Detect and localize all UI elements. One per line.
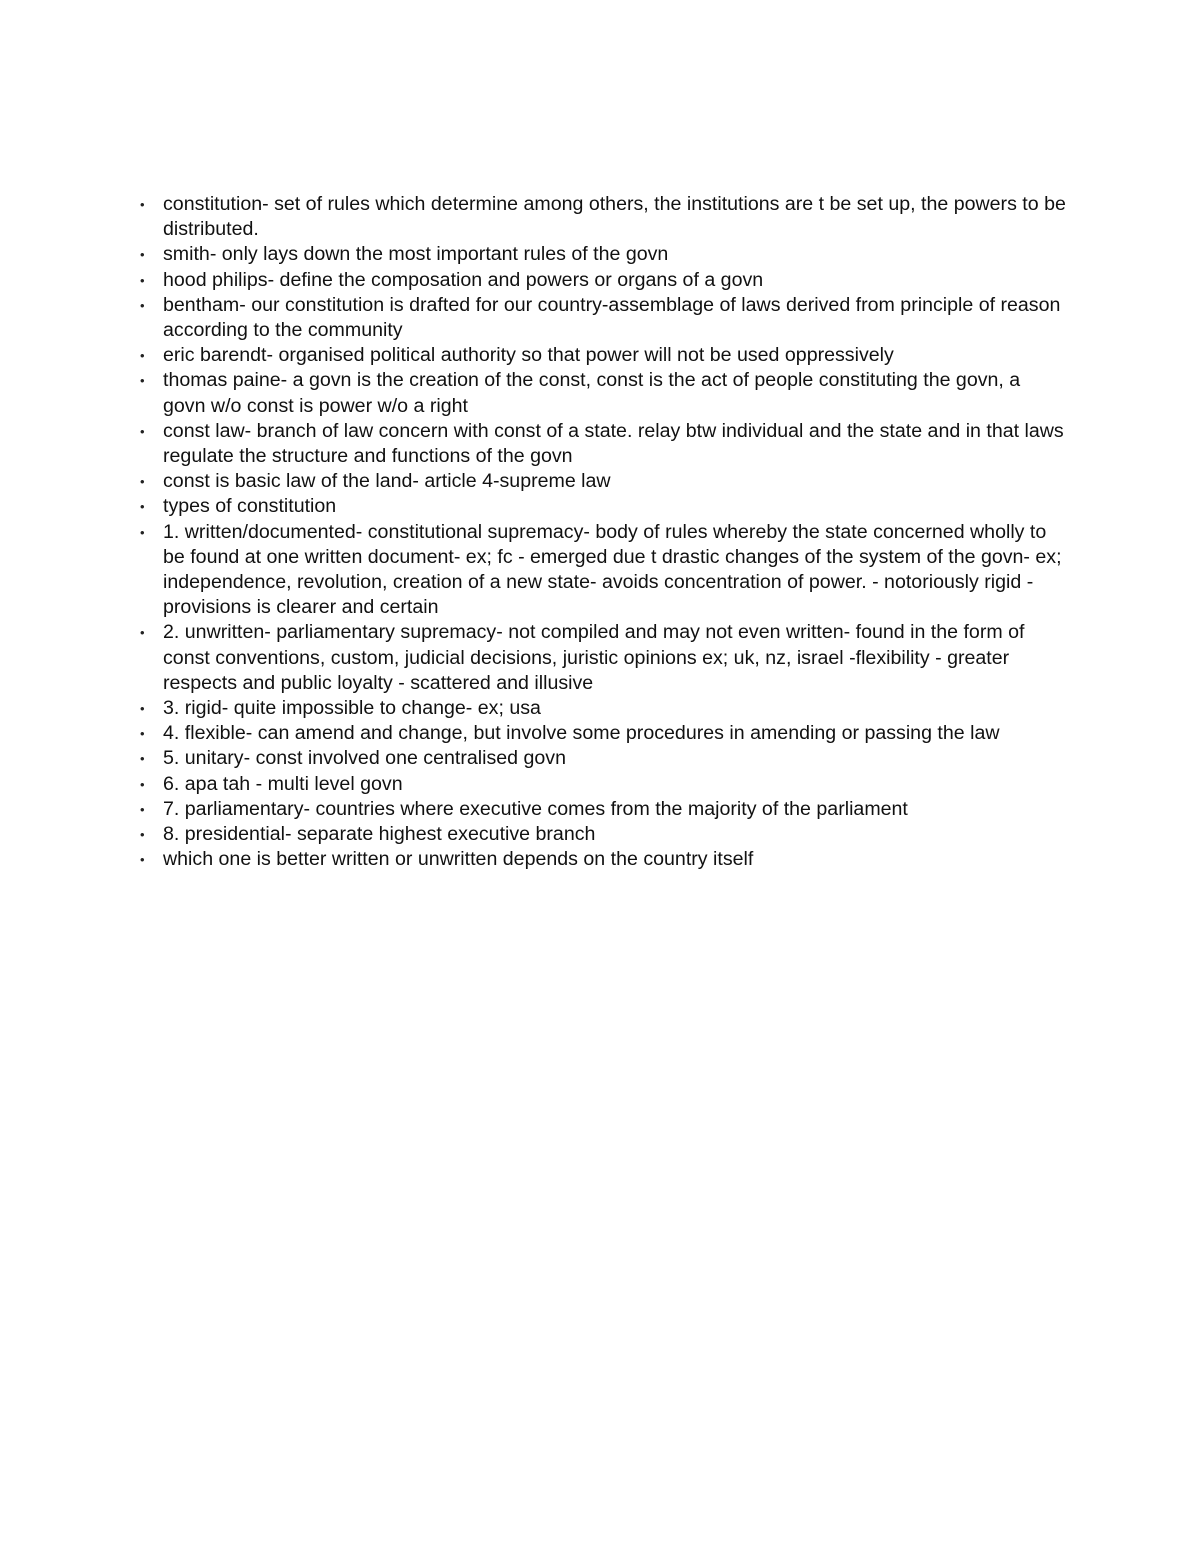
list-item: [137, 494, 1067, 519]
bullet-icon: •: [140, 801, 145, 817]
list-item-text: thomas paine- a govn is the creation of the const, const is the act of people constituting the govn, a govn w/o const is power w/o a right: [163, 369, 1021, 417]
bullet-icon: •: [140, 827, 145, 843]
list-item: [137, 822, 1067, 847]
bullet-icon: •: [140, 726, 145, 742]
list-item: [137, 469, 1067, 494]
bullet-icon: •: [140, 524, 145, 540]
list-item-text: const is basic law of the land- article 4-supreme law: [163, 470, 611, 493]
list-item: [137, 797, 1067, 822]
list-item-text: 3. rigid- quite impossible to change- ex; usa: [163, 697, 541, 720]
list-item-text: 2. unwritten- parliamentary supremacy- not compiled and may not even written- found in the form of const conventions, custom, judicial decisions, juristic opinions ex; uk, nz, israel -flexibility - greater respects and public loyalty - scattered and illusive: [163, 621, 1025, 694]
list-item: [137, 293, 1067, 343]
list-item-text: 7. parliamentary- countries where executive comes from the majority of the parliament: [163, 797, 908, 820]
list-item-text: 8. presidential- separate highest executive branch: [163, 823, 596, 846]
list-item-text: constitution- set of rules which determine among others, the institutions are t be set up, the powers to be distributed.: [163, 193, 1066, 241]
list-item-text: eric barendt- organised political authority so that power will not be used oppressively: [163, 344, 894, 367]
list-item-text: 5. unitary- const involved one centralised govn: [163, 747, 566, 770]
bullet-icon: •: [140, 701, 145, 717]
list-item-text: which one is better written or unwritten depends on the country itself: [163, 848, 754, 871]
bullet-icon: •: [140, 474, 145, 490]
list-item-text: 6. apa tah - multi level govn: [163, 772, 403, 795]
bullet-icon: •: [140, 247, 145, 263]
bullet-list: [137, 192, 1067, 872]
list-item-text: types of constitution: [163, 495, 337, 518]
bullet-icon: •: [140, 197, 145, 212]
bullet-icon: •: [140, 423, 145, 439]
bullet-icon: •: [140, 852, 145, 868]
bullet-icon: •: [140, 776, 145, 792]
list-item: [137, 192, 1067, 242]
bullet-icon: •: [140, 373, 145, 389]
list-item-text: bentham- our constitution is drafted for our country-assemblage of laws derived from principle of reason according to the community: [163, 293, 1061, 342]
list-item: [137, 419, 1067, 469]
list-item: [137, 368, 1067, 418]
list-item: [137, 620, 1067, 696]
bullet-icon: •: [140, 751, 145, 767]
list-item: [137, 721, 1067, 746]
list-item: [137, 746, 1067, 771]
bullet-icon: •: [140, 297, 145, 313]
list-item: [137, 696, 1067, 721]
list-item: [137, 242, 1067, 267]
list-item-text: 1. written/documented- constitutional supremacy- body of rules whereby the state concerned wholly to be found at one written document- ex; fc - emerged due t drastic changes of the system of the govn- ex; independence, revolution, creation of a new state- avoids concentration of power. - notoriously rigid - provisions is clearer and certain: [163, 520, 1062, 619]
list-item-text: 4. flexible- can amend and change, but involve some procedures in amending or passing the law: [163, 722, 1000, 745]
list-item-text: smith- only lays down the most important rules of the govn: [163, 243, 669, 266]
list-item: [137, 772, 1067, 797]
bullet-icon: •: [140, 348, 145, 364]
bullet-icon: •: [140, 625, 145, 641]
list-item-text: hood philips- define the composation and powers or organs of a govn: [163, 268, 764, 291]
list-item: [137, 847, 1067, 872]
list-item: [137, 268, 1067, 293]
list-item: [137, 343, 1067, 368]
bullet-icon: •: [140, 499, 145, 515]
bullet-icon: •: [140, 272, 145, 288]
list-item: [137, 520, 1067, 621]
list-item-text: const law- branch of law concern with const of a state. relay btw individual and the state and in that laws regulate the structure and functions of the govn: [163, 419, 1064, 468]
